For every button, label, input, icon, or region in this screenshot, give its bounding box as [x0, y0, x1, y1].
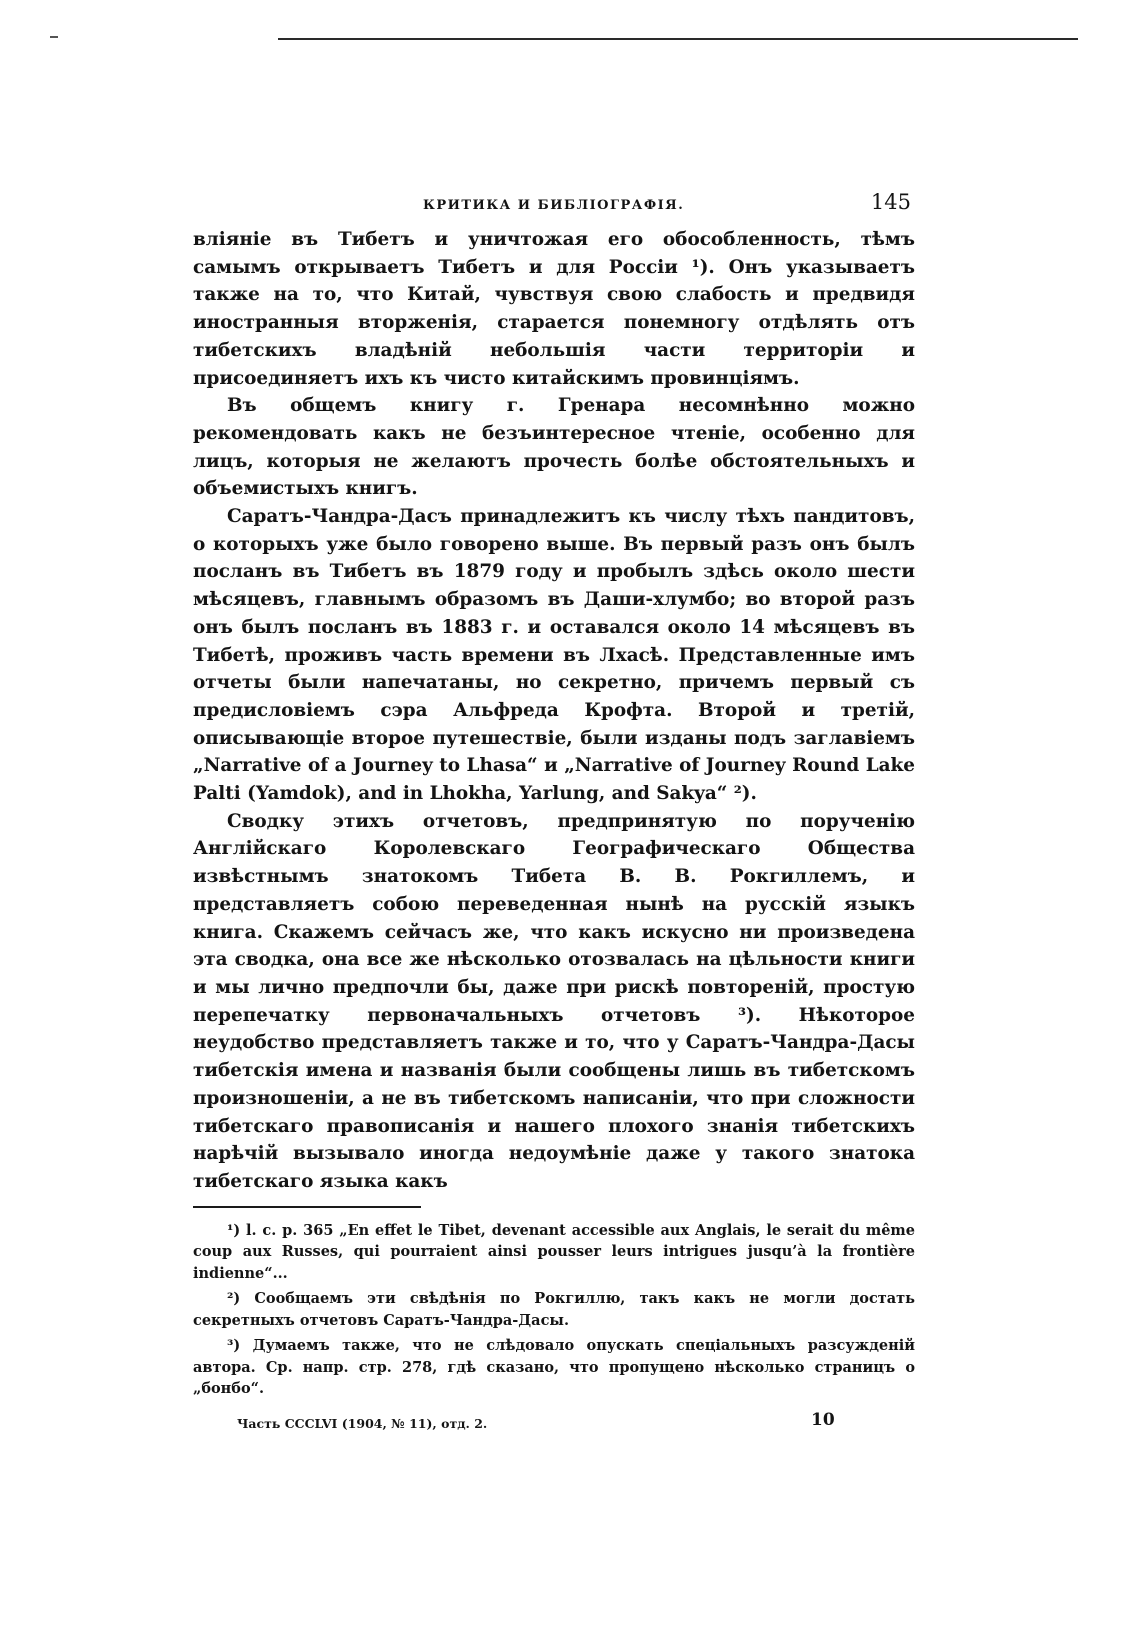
footnote: ³) Думаемъ также, что не слѣдовало опускать спеціальныхъ разсужденій автора. Ср. напр. стр. 278, гдѣ сказано, что пропущено нѣсколько страницъ о „бонбо“.	[193, 1337, 915, 1398]
footnote: ¹) l. c. p. 365 „En effet le Tibet, devenant accessible aux Anglais, le serait du même coup aux Russes, qui pourraient ainsi pousser leurs intrigues jusqu’à la frontière indienne“...	[193, 1221, 915, 1282]
paragraph: Сводку этихъ отчетовъ, предпринятую по порученію Англійскаго Королевскаго Географическаго Общества извѣстнымъ знатокомъ Тибета В. В. Рокгиллемъ, и представляетъ собою переведенная нынѣ на русскій языкъ книга. Скажемъ сейчасъ же, что какъ искусно ни произведена эта сводка, она все же нѣсколько отозвалась на цѣльности книги и мы лично предпочли бы, даже при рискѣ повтореній, простую перепечатку первоначальныхъ отчетовъ ³). Нѣкоторое неудобство представляетъ также и то, что у Саратъ-Чандра-Дасы тибетскія имена и названія были сообщены лишь въ тибетскомъ произношеніи, а не въ тибетскомъ написаніи, что при сложности тибетскаго правописанія и нашего плохого знанія тибетскихъ нарѣчій вызывало иногда недоумѣніе даже у такого знатока тибетскаго языка какъ	[193, 810, 915, 1192]
footnote: ²) Сообщаемъ эти свѣдѣнія по Рокгиллю, такъ какъ не могли достать секретныхъ отчетовъ Саратъ-Чандра-Дасы.	[193, 1290, 915, 1329]
running-title: КРИТИКА И БИБЛІОГРАФІЯ.	[423, 198, 685, 213]
footnotes	[193, 1220, 915, 1400]
main-text	[193, 226, 915, 1196]
page-footer	[193, 1410, 915, 1440]
sheet-number: 10	[811, 1409, 835, 1430]
paragraph: Въ общемъ книгу г. Гренара несомнѣнно можно рекомендовать какъ не безъинтересное чтеніе, особенно для лицъ, которыя не желаютъ прочесть болѣе обстоятельныхъ и объемистыхъ книгъ.	[193, 395, 915, 500]
page-number: 145	[870, 190, 911, 214]
document-page	[193, 190, 915, 1440]
paragraph-continued: вліяніе въ Тибетъ и уничтожая его обособленность, тѣмъ самымъ открываетъ Тибетъ и для Россіи ¹). Онъ указываетъ также на то, что Китай, чувствуя свою слабость и предвидя иностранныя вторженія, старается понемногу отдѣлять отъ тибетскихъ владѣній небольшія части территоріи и присоединяетъ ихъ къ чисто китайскимъ провинціямъ.	[193, 229, 915, 389]
journal-signature: Часть CCCLVI (1904, № 11), отд. 2.	[237, 1415, 488, 1431]
running-head	[193, 190, 915, 226]
footnote-separator	[193, 1206, 421, 1208]
scan-mark	[50, 36, 58, 38]
scan-edge-rule	[278, 38, 1078, 40]
paragraph: Саратъ-Чандра-Дасъ принадлежитъ къ числу тѣхъ пандитовъ, о которыхъ уже было говорено выше. Въ первый разъ онъ былъ посланъ въ Тибетъ въ 1879 году и пробылъ здѣсь около шести мѣсяцевъ, главнымъ образомъ въ Даши-хлумбо; во второй разъ онъ былъ посланъ въ 1883 г. и оставался около 14 мѣсяцевъ въ Тибетѣ, проживъ часть времени въ Лхасѣ. Представленные имъ отчеты были напечатаны, но секретно, причемъ первый съ предисловіемъ сэра Альфреда Крофта. Второй и третій, описывающіе второе путешествіе, были изданы подъ заглавіемъ „Narrative of a Journey to Lhasa“ и „Narrative of Journey Round Lake Palti (Yamdok), and in Lhokha, Yarlung, and Sakya“ ²).	[193, 506, 915, 805]
